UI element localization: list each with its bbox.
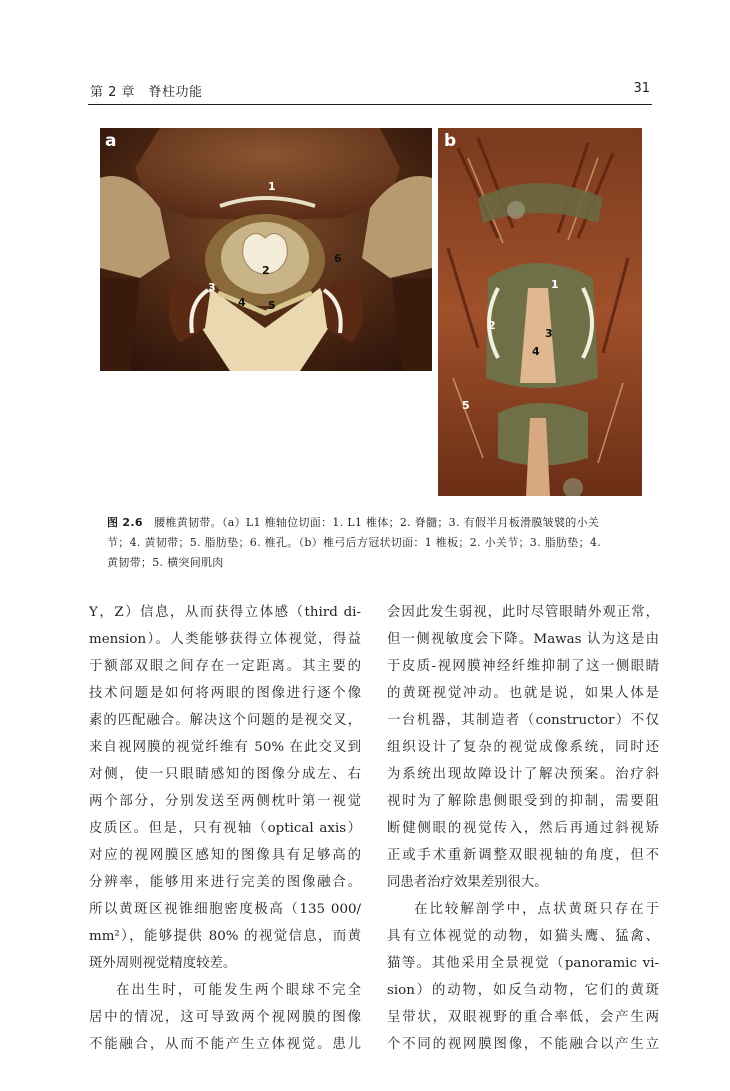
text-line: mension）。人类能够获得立体视觉，得益 [89,632,361,647]
text-line: 在比较解剖学中，点状黄斑只存在于 [414,902,659,917]
text-line: 对应的视网膜区感知的图像具有足够高的 [89,848,361,863]
text-line: 素的匹配融合。解决这个问题的是视交叉， [89,713,361,728]
text-line: 猫等。其他采用全景视觉（panoramic vi- [387,956,659,971]
text-line: sion）的动物，如反刍动物，它们的黄斑 [387,983,659,998]
figure-a-label: 1 [268,180,276,193]
text-line: 斑外周则视觉精度较差。 [89,956,237,971]
figure-panel-a-photo [100,128,432,371]
left-column [89,599,361,1058]
text-line: 不能融合，从而不能产生立体视觉。患儿 [89,1037,361,1052]
text-line: 在出生时，可能发生两个眼球不完全 [116,983,361,998]
figure-a-label: 3 [208,281,216,294]
text-line: mm²），能够提供 80% 的视觉信息，而黄 [89,929,361,944]
figure-panel-b-letter: b [444,131,457,151]
figure-b-label: 4 [532,345,540,358]
text-line: 居中的情况，这可导致两个视网膜的图像 [89,1010,361,1025]
figure-b-label: 5 [462,399,470,412]
figure-a-label: 6 [334,252,342,265]
figure-b-label: 3 [545,327,553,340]
figure-a-label: 2 [262,264,270,277]
figure-b-label: 2 [488,319,496,332]
text-line: 呈带状，双眼视野的重合率低，会产生两 [387,1010,659,1025]
text-line: 为系统出现故障设计了解决预案。治疗斜 [387,767,659,782]
text-line: 一台机器，其制造者（constructor）不仅 [387,713,659,728]
figure-a-label: 5 [268,299,276,312]
figure-panel-b-photo [438,128,642,496]
text-line: 分辨率，能够用来进行完美的图像融合。 [89,875,361,890]
text-line: 会因此发生弱视，此时尽管眼睛外观正常， [387,605,659,620]
text-line: 技术问题是如何将两眼的图像进行逐个像 [89,686,361,701]
figure-panel-a-letter: a [105,131,117,151]
text-line: 具有立体视觉的动物，如猫头鹰、猛禽、 [387,929,659,944]
text-line: 来自视网膜的视觉纤维有 50% 在此交叉到 [89,740,361,755]
running-header [88,78,652,105]
text-line: 个不同的视网膜图像，不能融合以产生立 [387,1037,659,1052]
text-line: 于皮质-视网膜神经纤维抑制了这一侧眼睛 [387,659,659,674]
chapter-title: 第 2 章 脊柱功能 [90,85,203,100]
caption-line: 图 2.6 腰椎黄韧带。（a）L1 椎轴位切面：1. L1 椎体；2. 脊髓；3. 有假半月板滑膜皱襞的小关 [107,516,600,529]
text-line: 正或手术重新调整双眼视轴的角度，但不 [387,848,659,863]
text-line: 的黄斑视觉冲动。也就是说，如果人体是 [387,686,659,701]
figure-caption [107,513,647,573]
text-line: 同患者治疗效果差别很大。 [387,875,548,890]
right-column [387,599,659,1058]
text-line: Y，Z）信息，从而获得立体感（third di- [89,605,361,620]
text-line: 所以黄斑区视锥细胞密度极高（135 000/ [89,902,361,917]
text-line: 于额部双眼之间存在一定距离。其主要的 [89,659,361,674]
text-line: 两个部分，分别发送至两侧枕叶第一视觉 [89,794,361,809]
caption-line: 黄韧带；5. 横突间肌肉 [107,556,224,569]
text-line: 组织设计了复杂的视觉成像系统，同时还 [387,740,659,755]
figure-a-label: 4 [238,296,246,309]
page-number: 31 [633,81,650,96]
text-line: 断健侧眼的视觉传入，然后再通过斜视矫 [387,821,659,836]
text-line: 但一侧视敏度会下降。Mawas 认为这是由 [387,632,659,647]
figure-b-label: 1 [551,278,559,291]
text-line: 皮质区。但是，只有视轴（optical axis） [89,821,361,836]
caption-line: 节；4. 黄韧带；5. 脂肪垫；6. 椎孔。（b）椎弓后方冠状切面：1 椎板；2. 小关节；3. 脂肪垫；4. [107,536,601,549]
caption-label: 图 2.6 [107,516,143,529]
text-line: 对侧，使一只眼睛感知的图像分成左、右 [89,767,361,782]
text-line: 视时为了解除患侧眼受到的抑制，需要阻 [387,794,659,809]
